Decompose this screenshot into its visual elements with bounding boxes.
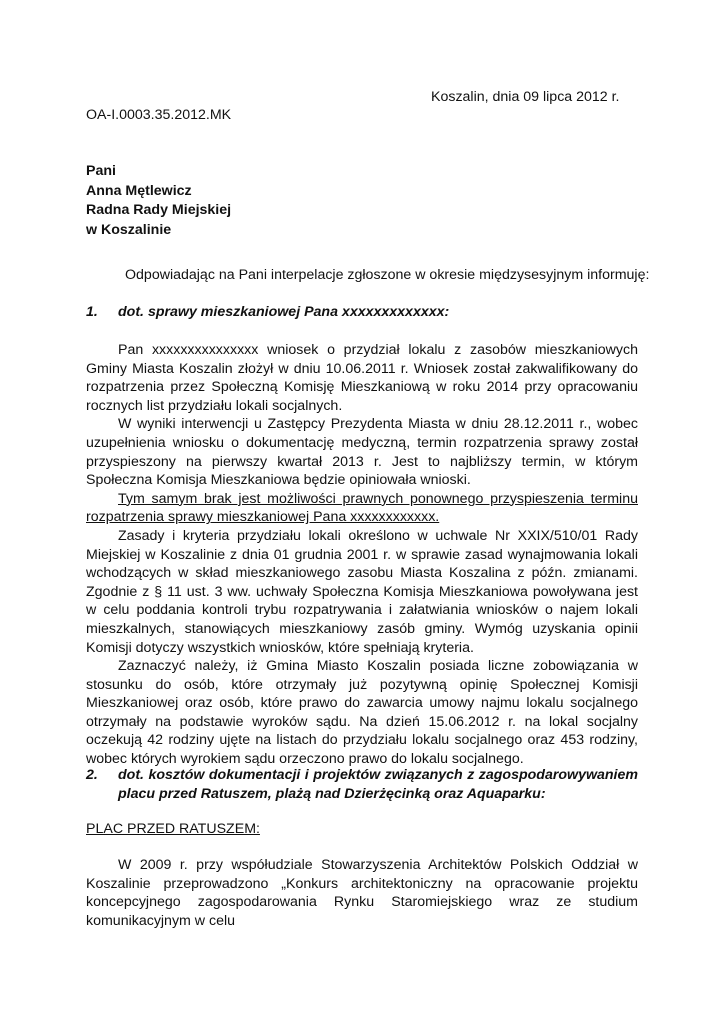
section-2-title: dot. kosztów dokumentacji i projektów związanych z zagospodarowywaniem placu przed Ratuszem, plażą nad Dzierżęcinką oraz Aquaparku: bbox=[118, 767, 638, 802]
addressee-title: Radna Rady Miejskiej bbox=[86, 202, 232, 218]
section-1-paragraph-4: Zasady i kryteria przydziału lokali określono w uchwale Nr XXIX/510/01 Rady Miejskiej w Koszalinie z dnia 01 grudnia 2001 r. w sprawie zasad wynajmowania lokali wchodzących w skład mieszkaniowego zasobu Miasta Koszalina z późn. zmianami. Zgodnie z § 11 ust. 3 ww. uchwały Społeczna Komisja Mieszkaniowa powoływana jest w celu poddania kontroli trybu rozpatrywania i załatwiania wniosków o najem lokali mieszkalnych, stanowiących mieszkaniowy zasób gminy. Wymóg uzyskania opinii Komisji dotyczy wszystkich wniosków, które spełniają kryteria. bbox=[86, 527, 638, 656]
section-1-number: 1. bbox=[86, 304, 98, 320]
addressee-name: Anna Mętlewicz bbox=[86, 182, 192, 199]
section-1-paragraph-2: W wyniki interwencji u Zastępcy Prezydenta Miasta w dniu 28.12.2011 r., wobec uzupełnienia wniosku o dokumentację medyczną, termin rozpatrzenia sprawy został przyspieszony na pierwszy kwartał 2013 r. Jest to najbliższy termin, w którym Społeczna Komisja Mieszkaniowa będzie opiniowała wnioski. bbox=[86, 416, 638, 489]
section-2-body bbox=[86, 856, 638, 930]
document-date: Koszalin, dnia 09 lipca 2012 r. bbox=[431, 89, 620, 105]
addressee-salutation: Pani bbox=[86, 163, 116, 179]
section-2-subheading: PLAC PRZED RATUSZEM: bbox=[86, 821, 260, 837]
section-1-paragraph-5: Zaznaczyć należy, iż Gmina Miasto Koszalin posiada liczne zobowiązania w stosunku do osób, które otrzymały już pozytywną opinię Społecznej Komisji Mieszkaniowej oraz osób, które prawo do zawarcia umowy najmu lokalu socjalnego otrzymały na podstawie wyroków sądu. Na dzień 15.06.2012 r. na lokal socjalny oczekują 42 rodziny ujęte na listach do przydziału lokalu socjalnego oraz 453 rodziny, wobec których wyrokiem sądu orzeczono prawo do lokalu socjalnego. bbox=[86, 658, 638, 768]
addressee-location: w Koszalinie bbox=[86, 221, 172, 238]
reference-number: OA-I.0003.35.2012.MK bbox=[86, 107, 232, 123]
intro-paragraph: Odpowiadając na Pani interpelacje zgłoszone w okresie międzysesyjnym informuję: bbox=[125, 267, 650, 283]
section-1-body bbox=[86, 341, 638, 769]
section-2-number: 2. bbox=[86, 767, 98, 783]
section-1-paragraph-3: Tym samym brak jest możliwości prawnych ponownego przyspieszenia terminu rozpatrzenia sprawy mieszkaniowej Pana xxxxxxxxxxxx. bbox=[86, 490, 638, 526]
addressee-block bbox=[86, 162, 231, 240]
section-1-title: dot. sprawy mieszkaniowej Pana xxxxxxxxxxxxx: bbox=[118, 304, 450, 320]
section-1-paragraph-1: Pan xxxxxxxxxxxxxxx wniosek o przydział lokalu z zasobów mieszkaniowych Gminy Miasta Koszalin złożył w dniu 10.06.2011 r. Wniosek został zakwalifikowany do rozpatrzenia przez Społeczną Komisję Mieszkaniową w roku 2014 przy opracowaniu rocznych list przydziału lokali socjalnych. bbox=[86, 342, 638, 414]
section-2-paragraph-1: W 2009 r. przy współudziale Stowarzyszenia Architektów Polskich Oddział w Koszalinie przeprowadzono „Konkurs architektoniczny na opracowanie projektu koncepcyjnego zagospodarowania Rynku Staromiejskiego wraz ze studium komunikacyjnym w celu bbox=[86, 857, 638, 929]
